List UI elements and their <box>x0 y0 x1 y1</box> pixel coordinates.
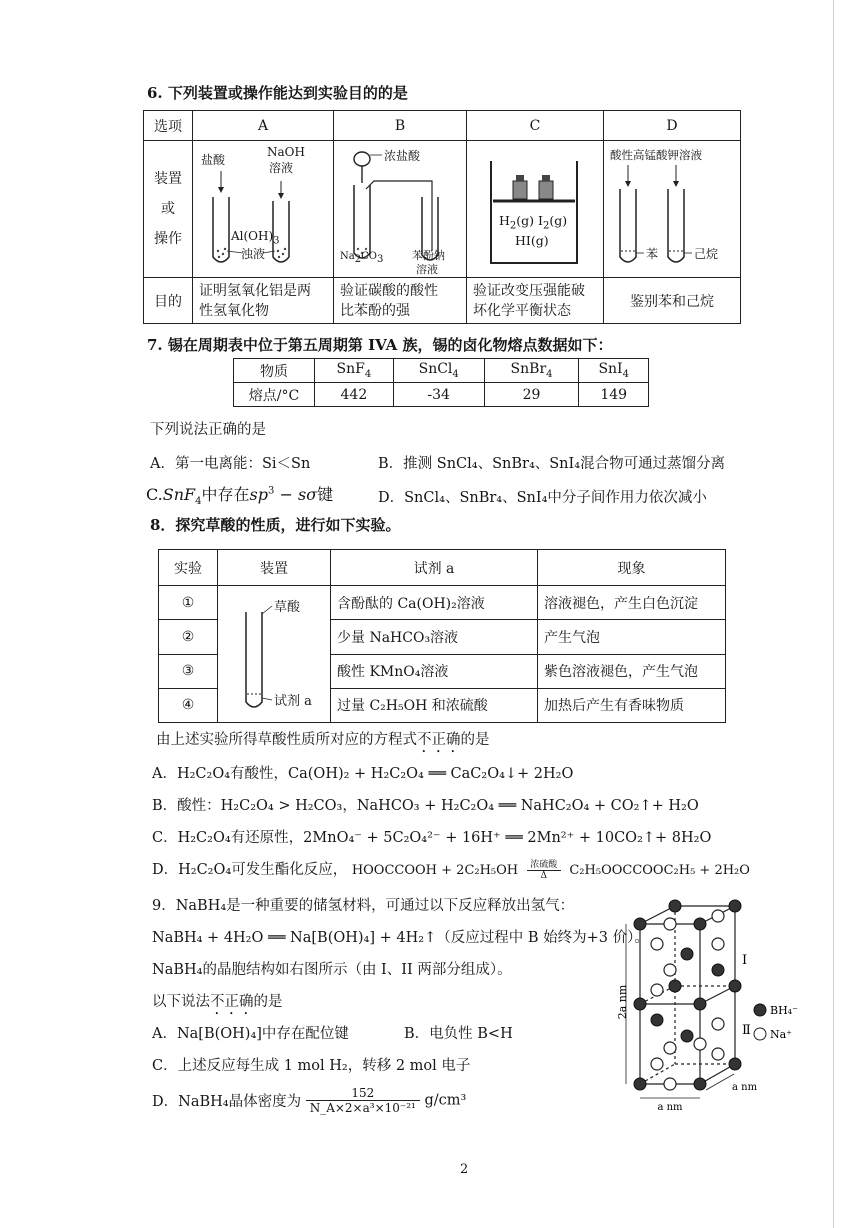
q9-option-c: C．上述反应每生成 1 mol H₂，转移 2 mol 电子 <box>152 1058 471 1074</box>
legend-na-sphere <box>754 1028 766 1040</box>
q6-purpose-b: 验证碳酸的酸性 比苯酚的强 <box>334 278 467 324</box>
a-label-hcl: 盐酸 <box>201 153 226 167</box>
c-weight-2 <box>539 181 553 199</box>
q6-header-c: C <box>467 111 604 141</box>
a-label-aloh3: $Al(OH)_3$ <box>231 229 280 247</box>
q8-test-tube <box>246 612 262 707</box>
q9-stem: 9．NaBH₄是一种重要的储氢材料，可通过以下反应释放出氢气： <box>152 898 575 914</box>
legend-na-label: Na⁺ <box>770 1028 792 1041</box>
b-reaction-tube <box>354 185 370 258</box>
page-edge <box>833 0 834 1228</box>
q8-pointer-bottom <box>262 698 272 700</box>
q6-header-a: A <box>193 111 334 141</box>
b-separatory-funnel <box>354 152 370 166</box>
d-label-benzene: 苯 <box>646 247 659 261</box>
q6-apparatus-c <box>467 141 604 278</box>
q7-h-sni4: SnI$_4$ <box>579 359 649 383</box>
q9-prompt: 以下说法不正确的是 <box>152 994 283 1010</box>
q8-row2-num: ② <box>159 620 218 654</box>
q8-h-apparatus: 装置 <box>218 550 331 586</box>
q9-option-a: A．Na[B(OH)₄]中存在配位键 <box>152 1026 349 1042</box>
d-label-hexane: 己烷 <box>694 247 719 261</box>
q6-stem: 6. 下列装置或操作能达到实验目的的是 <box>147 84 408 102</box>
q9-option-b: B．电负性 B<H <box>404 1026 513 1042</box>
q7-h-substance: 物质 <box>234 359 315 383</box>
b-label-solution: 溶液 <box>416 263 438 276</box>
q6-purpose-d: 鉴别苯和己烷 <box>604 278 741 324</box>
q7-h-snbr4: SnBr$_4$ <box>484 359 579 383</box>
q6-apparatus-label-1: 装置 <box>154 171 182 187</box>
q6-apparatus-label-2: 或 <box>161 201 175 217</box>
q7-h-snf4: SnF$_4$ <box>315 359 394 383</box>
dim-height-label: 2a nm <box>616 984 629 1020</box>
b-label-na2co3: $Na_2CO_3$ <box>340 251 384 265</box>
a-arrowhead-left <box>218 187 224 193</box>
q6-apparatus-d <box>604 141 741 278</box>
q8-apparatus <box>218 586 331 723</box>
q6-apparatus-label <box>144 141 193 278</box>
q6-purpose-label: 目的 <box>144 278 193 324</box>
q7-prompt: 下列说法正确的是 <box>150 422 266 438</box>
q8-row1-num: ① <box>159 586 218 620</box>
q7-mp-sni4: 149 <box>579 383 649 407</box>
q6-header-option: 选项 <box>144 111 193 141</box>
q8-row2-phenomenon: 产生气泡 <box>538 620 726 654</box>
q6-purpose-c: 验证改变压强能破 坏化学平衡状态 <box>467 278 604 324</box>
q8-row4-reagent: 过量 C₂H₅OH 和浓硫酸 <box>331 688 538 722</box>
na-spheres <box>651 910 724 1090</box>
q9-unit-cell-figure <box>600 894 820 1114</box>
q6-apparatus-a <box>193 141 334 278</box>
q7-mp-snbr4: 29 <box>484 383 579 407</box>
q6-header-b: B <box>334 111 467 141</box>
q8-row1-reagent: 含酚酞的 Ca(OH)₂溶液 <box>331 586 538 620</box>
q8-h-experiment: 实验 <box>159 550 218 586</box>
q8-row3-reagent: 酸性 KMnO₄溶液 <box>331 654 538 688</box>
bh4-spheres <box>634 900 741 1090</box>
q7-h-sncl4: SnCl$_4$ <box>393 359 484 383</box>
legend-bh4-label: BH₄⁻ <box>770 1004 798 1017</box>
q7-row-label: 熔点/°C <box>234 383 315 407</box>
q8-row1-phenomenon: 溶液褪色，产生白色沉淀 <box>538 586 726 620</box>
b-label-phenoxide: 苯酚钠 <box>412 249 445 262</box>
legend-bh4-sphere <box>754 1004 766 1016</box>
q6-apparatus-b <box>334 141 467 278</box>
q7-option-a: A．第一电离能：Si＜Sn <box>150 456 311 472</box>
q8-prompt: 由上述实验所得草酸性质所对应的方程式不正确的是 <box>156 732 490 748</box>
q7-option-d: D．SnCl₄、SnBr₄、SnI₄中分子间作用力依次减小 <box>378 490 707 506</box>
q8-label-oxalic: 草酸 <box>274 600 301 615</box>
q7-mp-snf4: 442 <box>315 383 394 407</box>
q8-h-phenomenon: 现象 <box>538 550 726 586</box>
q6-purpose-a: 证明氢氧化铝是两 性氢氧化物 <box>193 278 334 324</box>
a-precipitate-left <box>217 248 226 258</box>
q8-row3-phenomenon: 紫色溶液褪色，产生气泡 <box>538 654 726 688</box>
q8-table <box>158 549 726 723</box>
q8-row3-num: ③ <box>159 654 218 688</box>
q8-reaction-condition: 浓硫酸 Δ <box>527 860 561 881</box>
q8-option-b: B．酸性：H₂C₂O₄ > H₂CO₃，NaHCO₃ + H₂C₂O₄ ══ NaHC₂O₄ + CO₂↑+ H₂O <box>152 798 699 814</box>
c-weight-1-knob <box>516 175 524 181</box>
q6-apparatus-label-3: 操作 <box>154 231 182 247</box>
q6-c-diagram <box>467 141 603 277</box>
q8-option-d: D．H₂C₂O₄可发生酯化反应， HOOCCOOH + 2C₂H₅OH 浓硫酸 Δ C₂H₅OOCCOOC₂H₅ + 2H₂O <box>152 859 750 881</box>
q7-stem: 7. 锡在周期表中位于第五周期第 IVA 族，锡的卤化物熔点数据如下： <box>147 336 613 354</box>
q6-table <box>143 110 741 324</box>
q8-row4-num: ④ <box>159 688 218 722</box>
a-label-solution: 溶液 <box>269 161 294 175</box>
q7-option-c: C.SnF$_4$中存在$sp^3 - s\sigma$键 <box>146 485 334 508</box>
q8-label-reagent: 试剂 a <box>274 694 312 709</box>
d-arrowhead-left <box>625 181 631 187</box>
q8-option-c: C．H₂C₂O₄有还原性，2MnO₄⁻ + 5C₂O₄²⁻ + 16H⁺ ══ 2Mn²⁺ + 10CO₂↑+ 8H₂O <box>152 830 712 846</box>
q8-option-a: A．H₂C₂O₄有酸性，Ca(OH)₂ + H₂C₂O₄ ══ CaC₂O₄↓+ 2H₂O <box>152 766 574 782</box>
q7-mp-sncl4: -34 <box>393 383 484 407</box>
c-label-h2-i2: $H_2(g)$ $I_2(g)$ <box>499 213 568 232</box>
d-arrowhead-right <box>673 181 679 187</box>
q9-option-d: D．NaBH₄晶体密度为 $\frac{152}{\text{N\_A×2×a³×10⁻²¹}}$ g/cm³ <box>152 1086 467 1115</box>
dim-width-label: a nm <box>657 1102 683 1113</box>
dim-depth-label: a nm <box>732 1082 758 1093</box>
c-label-hi: HI(g) <box>515 233 549 248</box>
q9-line3: NaBH₄的晶胞结构如右图所示（由 I、II 两部分组成）。 <box>152 962 512 978</box>
q9-density-fraction: $\frac{152}{\text{N\_A×2×a³×10⁻²¹}}$ <box>306 1086 420 1115</box>
q8-row2-reagent: 少量 NaHCO₃溶液 <box>331 620 538 654</box>
q8-row4-phenomenon: 加热后产生有香味物质 <box>538 688 726 722</box>
region-ii-label: Ⅱ <box>742 1023 751 1038</box>
d-label-kmno4: 酸性高锰酸钾溶液 <box>610 148 702 162</box>
q7-melting-table <box>233 358 649 407</box>
page-number: 2 <box>460 1162 469 1177</box>
a-arrowhead-right <box>278 193 284 199</box>
q6-header-d: D <box>604 111 741 141</box>
q8-stem: 8．探究草酸的性质，进行如下实验。 <box>150 516 401 534</box>
a-precipitate-right <box>277 248 286 258</box>
q8-pointer-top <box>262 606 272 614</box>
q7-option-b: B．推测 SnCl₄、SnBr₄、SnI₄混合物可通过蒸馏分离 <box>378 456 726 472</box>
a-test-tube-left <box>213 197 229 262</box>
region-i-label: I <box>742 953 748 968</box>
q9-equation: NaBH₄ + 4H₂O ══ Na[B(OH)₄] + 4H₂↑（反应过程中 B 始终为+3 价）。 <box>152 930 649 946</box>
c-weight-1 <box>513 181 527 199</box>
a-label-suspension: 浊液 <box>241 247 266 261</box>
q8-h-reagent: 试剂 a <box>331 550 538 586</box>
c-weight-2-knob <box>542 175 550 181</box>
a-label-naoh: NaOH <box>267 145 305 159</box>
b-label-conc-hcl: 浓盐酸 <box>384 149 421 163</box>
